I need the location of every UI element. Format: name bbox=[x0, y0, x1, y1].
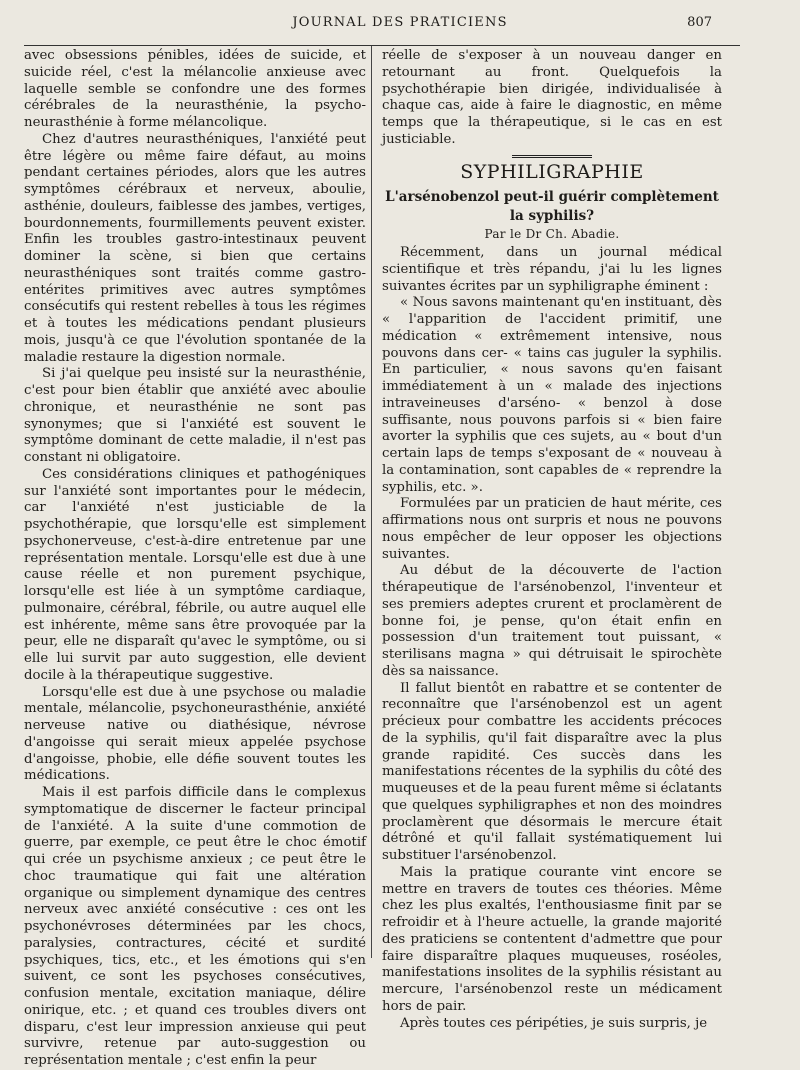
quotation: « Nous savons maintenant qu'en instituant, dès « l'apparition de l'accident primitif, une médication « extrêmement intensive, nous pouvons dans cer- « tains cas juguler la syphilis. En particulier, « nous savons qu'en faisant immédiatement à un « malade des injections intraveineuses d'arséno- « benzol à dose suffisante, nous pouvons parfois si « bien faire avorter la syphilis que ces sujets, au « bout d'un certain laps de temps s'exposant de « nouveau à la contamination, sont capables de « reprendre la syphilis, etc. ». bbox=[382, 295, 722, 495]
paragraph: Récemment, dans un journal médical scientifique et très répandu, j'ai lu les lignes suivantes écrites par un syphiligraphe éminent : bbox=[382, 245, 722, 294]
right-column bbox=[382, 48, 722, 1032]
paragraph: Formulées par un praticien de haut mérite, ces affirmations nous ont surpris et nous ne pouvons nous empêcher de leur opposer les objections suivantes. bbox=[382, 496, 722, 562]
paragraph: Mais il est parfois difficile dans le complexus symptomatique de discerner le facteur principal de l'anxiété. A la suite d'une commotion de guerre, par exemple, ce peut être le choc émotif qui crée un psychisme anxieux ; ce peut être le choc traumatique qui fait une altération organique ou simplement dynamique des centres nerveux avec anxiété consécutive : ces ont les psychonévroses déterminées par les chocs, paralysies, contractures, cécité et surdité psychiques, tics, etc., et les émotions qui s'en suivent, ce sont les psychoses consécutives, confusion mentale, excitation maniaque, délire onirique, etc. ; et quand ces troubles divers ont disparu, c'est leur impression anxieuse qui peut survivre, retenue par auto-suggestion ou représentation mentale ; c'est enfin la peur bbox=[24, 785, 366, 1068]
paragraph: Il fallut bientôt en rabattre et se contenter de reconnaître que l'arsénobenzol est un agent précieux pour combattre les accidents précoces de la syphilis, qu'il fait disparaître avec la plus grande rapidité. Ces succès dans les manifestations récentes de la syphilis du côté des muqueuses et de la peau furent même si éclatants que quelques syphiligraphes et non des moindres proclamèrent que désormais le mercure était détrôné et qu'il fallait systématiquement lui substituer l'arsénobenzol. bbox=[382, 680, 722, 863]
section-rule bbox=[512, 155, 592, 158]
paragraph: Au début de la découverte de l'action thérapeutique de l'arsénobenzol, l'inventeur et ses premiers adeptes crurent et proclamèrent de bonne foi, je pense, qu'on était enfin en possession d'un traitement tout puissant, « sterilisans magna » qui détruisait le spirochète dès sa naissance. bbox=[382, 563, 722, 679]
paragraph: Chez d'autres neurasthéniques, l'anxiété peut être légère ou même faire défaut, au moins pendant certaines périodes, alors que les autres symptômes cérébraux et nerveux, aboulie, asthénie, douleurs, faiblesse des jambes, vertiges, bourdonnements, fourmillements peuvent exister. Enfin les troubles gastro-intestinaux peuvent dominer la scène, si bien que certains neurasthéniques sont traités comme gastro-entérites primitives avec autres symptômes consécutifs qui restent rebelles à tous les régimes et à toutes les médications pendant plusieurs mois, jusqu'à ce que l'évolution spontanée de la maladie restaure la digestion normale. bbox=[24, 131, 366, 365]
left-column bbox=[24, 48, 366, 1070]
paragraph: Lorsqu'elle est due à une psychose ou maladie mentale, mélancolie, psychoneurasthénie, anxiété nerveuse native ou diathésique, névrose d'angoisse qui serait mieux appelée psychose d'angoisse, phobie, elle défie souvent toutes les médications. bbox=[24, 684, 366, 784]
section-title: SYPHILIGRAPHIE bbox=[460, 160, 644, 183]
byline: Par le Dr Ch. Abadie. bbox=[484, 227, 620, 242]
paragraph: Si j'ai quelque peu insisté sur la neurasthénie, c'est pour bien établir que anxiété avec aboulie chronique, et neurasthénie ne sont pas synonymes; que si l'anxiété est souvent le symptôme dominant de cette maladie, il n'est pas constant ni obligatoire. bbox=[24, 366, 366, 465]
article-title: L'arsénobenzol peut-il guérir complètement la syphilis? bbox=[385, 189, 719, 225]
paragraph: Ces considérations cliniques et pathogéniques sur l'anxiété sont importantes pour le médecin, car l'anxiété n'est justiciable de la psychothérapie, que lorsqu'elle est simplement psychonerveuse, c'est-à-dire entretenue par une représentation mentale. Lorsqu'elle est due à une cause réelle et non purement psychique, lorsqu'elle est liée à un symptôme cardiaque, pulmonaire, cérébral, fébrile, ou autre auquel elle est inhérente, même sans être provoquée par la peur, elle ne disparaît qu'avec le symptôme, ou si elle lui survit par auto suggestion, elle devient docile à la thérapeutique suggestive. bbox=[24, 466, 366, 683]
page-header bbox=[0, 8, 800, 38]
paragraph: avec obsessions pénibles, idées de suicide, et suicide réel, c'est la mélancolie anxieuse avec laquelle semble se confondre une des formes cérébrales de la neurasthénie, la psycho-neurasthénie à forme mélancolique. bbox=[24, 48, 366, 130]
paragraph: Après toutes ces péripéties, je suis surpris, je bbox=[400, 1015, 708, 1031]
column-divider bbox=[371, 46, 372, 958]
paragraph: Mais la pratique courante vint encore se mettre en travers de toutes ces théories. Même chez les plus exaltés, l'enthousiasme finit par se refroidir et à l'heure actuelle, la grande majorité des praticiens se contentent d'admettre que pour faire disparaître plaques muqueuses, roséoles, manifestations insolites de la syphilis résistant au mercure, l'arsénobenzol reste un médicament hors de pair. bbox=[382, 864, 722, 1014]
journal-title: JOURNAL DES PRATICIENS bbox=[292, 15, 508, 30]
paragraph: réelle de s'exposer à un nouveau danger en retournant au front. Quelquefois la psychothérapie bien dirigée, individualisée à chaque cas, aide à faire le diagnostic, en même temps que la thérapeutique, si le cas en est justiciable. bbox=[382, 48, 722, 147]
header-rule bbox=[24, 45, 740, 46]
page-number: 807 bbox=[687, 15, 712, 30]
